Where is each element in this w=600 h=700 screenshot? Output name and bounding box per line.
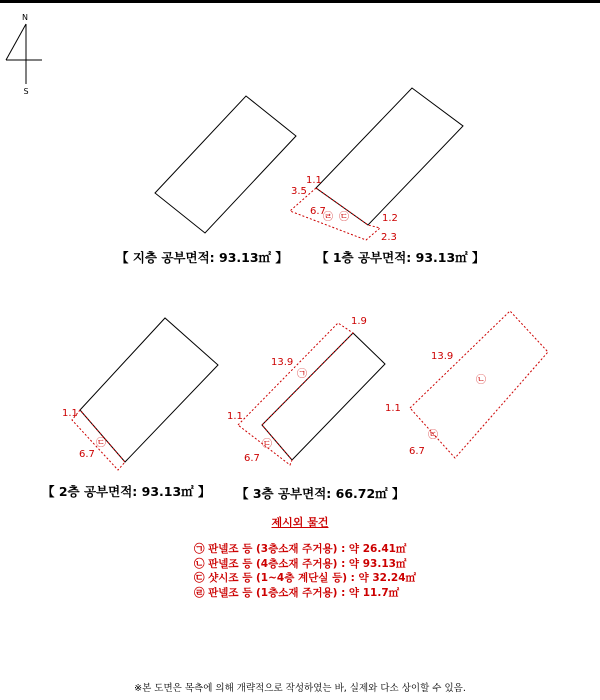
floor2-plan — [62, 318, 218, 470]
floor1-outline — [316, 88, 463, 225]
dim-label: 6.7 — [310, 206, 326, 217]
marker-d: ㉢ — [96, 438, 106, 449]
dim-label: 1.1 — [385, 403, 401, 414]
legend — [0, 514, 600, 600]
dim-label: 1.1 — [62, 408, 78, 419]
floor-area-label-2f: 【 2층 공부면적: 93.13㎡ 】 — [42, 484, 211, 499]
dim-label: 6.7 — [244, 453, 260, 464]
dim-label: 6.7 — [409, 446, 425, 457]
dim-label: 13.9 — [431, 351, 454, 362]
marker-r: ㉣ — [323, 212, 333, 223]
dim-label: 1.9 — [351, 316, 367, 327]
legend-item: ㉣ 판넬조 등 (1층소재 주거용) : 약 11.7㎡ — [193, 586, 400, 599]
compass-north-label: N — [22, 13, 28, 22]
dim-label: 1.1 — [306, 175, 322, 186]
marker-d: ㉢ — [428, 430, 438, 441]
compass-south-label: S — [23, 87, 29, 96]
legend-item: ㉠ 판넬조 등 (3층소재 주거용) : 약 26.41㎡ — [193, 543, 407, 555]
floor-area-label-1f: 【 1층 공부면적: 93.13㎡ 】 — [316, 250, 485, 265]
dim-label: 1.1 — [227, 411, 243, 422]
footnote: ※본 도면은 목측에 의해 개략적으로 작성하였는 바, 실제와 다소 상이할 수 있음. — [134, 683, 466, 694]
floor3-annex-outline — [238, 323, 353, 465]
marker-n: ㉡ — [476, 375, 486, 386]
basement-outline — [155, 96, 296, 233]
marker-d: ㉢ — [262, 439, 272, 450]
floor3-plan — [227, 316, 385, 465]
floor4-plan — [385, 311, 548, 458]
floor1-plan — [290, 88, 463, 243]
floor-area-label-3f: 【 3층 공부면적: 66.72㎡ 】 — [236, 486, 405, 501]
legend-item: ㉢ 샷시조 등 (1~4층 계단실 등) : 약 32.24㎡ — [193, 572, 417, 584]
floor3-outline — [262, 333, 385, 460]
dim-label: 1.2 — [382, 213, 398, 224]
legend-item: ㉡ 판넬조 등 (4층소재 주거용) : 약 93.13㎡ — [193, 557, 407, 570]
legend-items — [194, 542, 416, 600]
dim-label: 6.7 — [79, 449, 95, 460]
marker-d: ㉢ — [339, 212, 349, 223]
dim-label: 3.5 — [291, 186, 307, 197]
north-arrow-icon — [6, 13, 42, 96]
marker-g: ㉠ — [297, 369, 307, 380]
dim-label: 13.9 — [271, 357, 294, 368]
floor-area-label-basement: 【 지층 공부면적: 93.13㎡ 】 — [116, 250, 288, 265]
dim-label: 2.3 — [381, 232, 397, 243]
legend-title: 제시외 물건 — [271, 516, 329, 529]
